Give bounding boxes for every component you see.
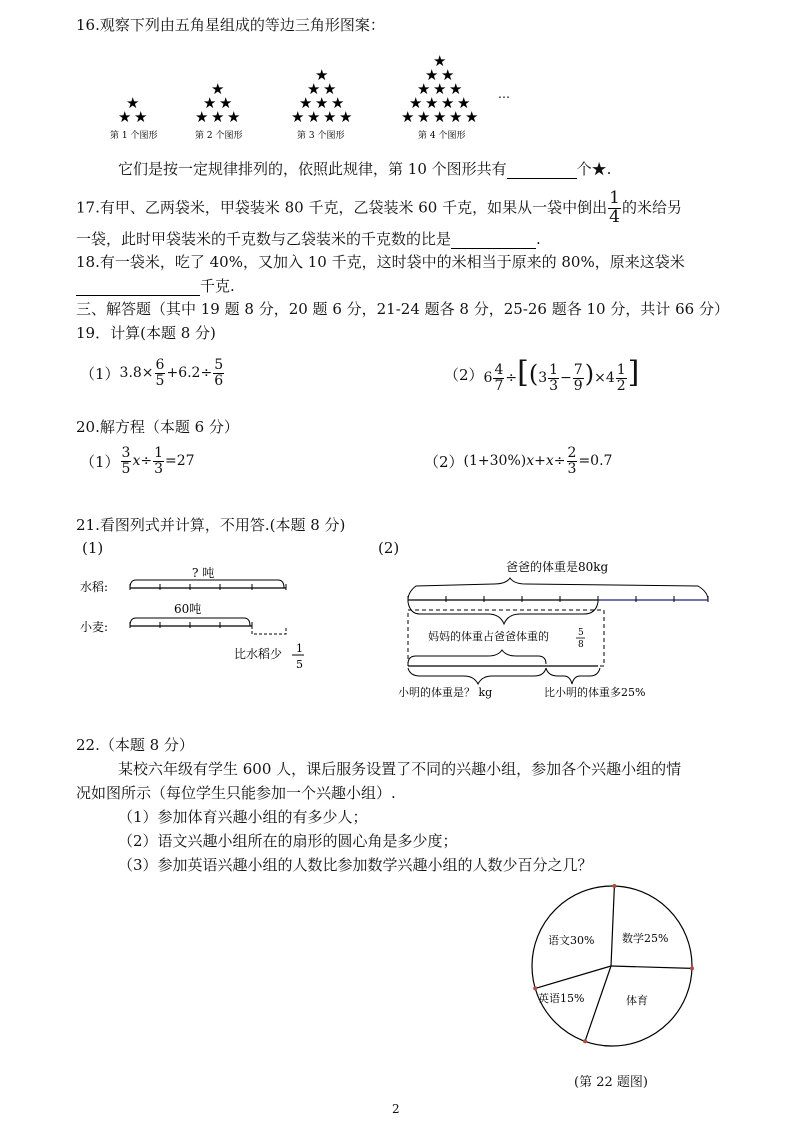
star-30: ★: [417, 108, 431, 126]
star-12: ★: [299, 94, 313, 112]
q21-diagram-1: [74, 560, 314, 682]
dad-weight-label: 爸爸的体重是80kg: [506, 560, 609, 574]
fig-label-3: 第 3 个图形: [297, 131, 345, 141]
pie-slice-label-3: 语文30%: [548, 934, 595, 947]
star-21: ★: [441, 66, 455, 84]
star-11: ★: [323, 80, 337, 98]
mom-brace: [408, 602, 598, 624]
star-20: ★: [425, 66, 439, 84]
q20-eq1: $\frac{3}{5}$ x÷ $\frac{1}{3}$ =27: [121, 445, 195, 477]
star-27: ★: [441, 94, 455, 112]
pie-slice-label-2: 英语15%: [538, 992, 585, 1005]
star-32: ★: [449, 108, 463, 126]
star-19: ★: [433, 52, 447, 70]
q22-sub1: （1）参加体育兴趣小组的有多少人；: [118, 808, 368, 826]
star-3: ★: [211, 80, 225, 98]
pie-divider-2: [585, 966, 611, 1041]
mom-weight-label: 妈妈的体重占爸爸体重的: [428, 630, 549, 643]
chart-caption: (第 22 题图): [574, 1075, 648, 1090]
star-1: ★: [118, 108, 132, 126]
q16-question: [118, 158, 611, 179]
star-22: ★: [417, 80, 431, 98]
xiaomai-ticks: [130, 622, 252, 628]
star-0: ★: [126, 94, 140, 112]
pie-divider-1: [611, 966, 692, 968]
dad-brace: [408, 578, 708, 600]
answer-blank-16[interactable]: [507, 162, 577, 179]
frac-num: 1: [609, 188, 620, 208]
pie-divider-0: [611, 886, 614, 966]
q17-line2: [76, 228, 541, 249]
xiaoming-bottom-brace: [408, 668, 546, 684]
star-5: ★: [219, 94, 233, 112]
xiaomai-label: 小麦:: [80, 620, 109, 634]
fig-label-2: 第 2 个图形: [195, 131, 243, 141]
section-3-heading: 三、解答题（其中 19 题 8 分，20 题 6 分，21-24 题各 8 分，25-26 题各 10 分，共计 66 分）: [76, 300, 729, 318]
mom-frac-den: 8: [578, 640, 584, 650]
star-18: ★: [339, 108, 353, 126]
q21-diagram-2: [398, 556, 718, 702]
pie-marker-1: [690, 966, 694, 970]
pie-slice-label-0: 数学25%: [622, 932, 669, 945]
q19-expr1: 3.8× $\frac{6}{5}$ +6.2÷ $\frac{5}{6}$: [119, 357, 224, 389]
q20-p1-label: （1）: [80, 452, 120, 471]
q22-sub3: （3）参加英语兴趣小组的人数比参加数学兴趣小组的人数少百分之几？: [118, 856, 593, 874]
q19-title: 19．计算(本题 8 分): [76, 324, 216, 342]
q20-part1: [80, 446, 195, 476]
q20-part2: [424, 446, 612, 476]
q18-line2: [76, 275, 235, 296]
q18-unit: 千克.: [200, 277, 235, 295]
q22-para1: 某校六年级有学生 600 人，课后服务设置了不同的兴趣小组，参加各个兴趣小组的情: [118, 760, 682, 778]
star-group: [118, 52, 478, 126]
star-15: ★: [291, 108, 305, 126]
less-than-label: 比水稻少: [234, 647, 283, 661]
shuidao-label: 水稻:: [80, 580, 109, 594]
xiaomai-dashed-gap: [252, 626, 286, 634]
xiaoming-label: 小明的体重是？ kg: [398, 686, 493, 699]
q21-p1-label: (1): [82, 539, 104, 557]
star-23: ★: [433, 80, 447, 98]
less-frac-den: 5: [296, 658, 303, 671]
shuidao-brace: [130, 580, 284, 588]
q19-expr2: 6 $\frac{4}{7}$ ÷[(3 $\frac{1}{3}$ − $\frac{7}{9}$ )×4 $\frac{1}{2}$ ]: [483, 355, 640, 394]
q21-p2-label: (2): [378, 539, 400, 557]
page-number: 2: [392, 1102, 400, 1116]
pie-marker-2: [583, 1039, 587, 1043]
q19-p1-label: （1）: [80, 364, 120, 383]
star-17: ★: [323, 108, 337, 126]
star-patterns: [100, 42, 530, 146]
answer-blank-17[interactable]: [451, 232, 536, 249]
star-4: ★: [203, 94, 217, 112]
shuidao-ticks: [130, 584, 286, 590]
star-7: ★: [211, 108, 225, 126]
q21-title: 21.看图列式并计算，不用答.(本题 8 分): [76, 516, 346, 534]
fig-label-4: 第 4 个图形: [418, 131, 466, 141]
q20-p2-label: （2）: [424, 452, 464, 471]
pie-group: [532, 884, 694, 1046]
q17-fraction: [608, 190, 621, 227]
star-14: ★: [331, 94, 345, 112]
q20-title: 20.解方程（本题 6 分）: [76, 418, 239, 436]
less-frac-num: 1: [296, 642, 303, 655]
star-13: ★: [315, 94, 329, 112]
sixty-ton-label: 60吨: [174, 602, 202, 616]
q20-eq2: (1+30%)x+x÷ $\frac{2}{3}$ =0.7: [463, 445, 613, 477]
q22-pie-chart: [528, 880, 696, 1052]
ellipsis: …: [498, 87, 510, 101]
star-28: ★: [457, 94, 471, 112]
star-8: ★: [227, 108, 241, 126]
q22-title: 22.（本题 8 分）: [76, 736, 194, 754]
star-29: ★: [401, 108, 415, 126]
q19-p2-label: （2）: [444, 365, 484, 384]
star-33: ★: [465, 108, 479, 126]
star-10: ★: [307, 80, 321, 98]
q16-line-b: 个★.: [576, 160, 612, 178]
frac-den: 4: [609, 206, 620, 227]
q19-part1: [80, 358, 225, 388]
answer-blank-18[interactable]: [76, 279, 200, 296]
q17-part2: 的米给另: [621, 198, 682, 217]
star-6: ★: [195, 108, 209, 126]
star-25: ★: [409, 94, 423, 112]
q22-para2: 况如图所示（每位学生只能参加一个兴趣小组）.: [76, 784, 396, 802]
q22-sub2: （2）语文兴趣小组所在的扇形的圆心角是多少度；: [118, 832, 458, 850]
q19-part2: [444, 355, 639, 393]
q17-line1: [76, 190, 682, 227]
star-9: ★: [315, 66, 329, 84]
star-24: ★: [449, 80, 463, 98]
star-26: ★: [425, 94, 439, 112]
extra-brace: [546, 668, 600, 684]
pie-marker-3: [533, 986, 537, 990]
star-16: ★: [307, 108, 321, 126]
more-than-label: 比小明的体重多25%: [544, 686, 646, 699]
mom-frac-num: 5: [578, 628, 584, 638]
q18-line1: 18.有一袋米，吃了 40%，又加入 10 千克，这时袋中的米相当于原来的 80%，原来这袋米: [76, 253, 685, 271]
star-2: ★: [134, 108, 148, 126]
pie-divider-3: [535, 966, 611, 988]
unknown-ton-label: ? 吨: [192, 566, 215, 580]
pie-marker-0: [612, 884, 616, 888]
bar-ticks: [408, 596, 708, 602]
xiaoming-top-brace: [408, 650, 546, 664]
pie-slice-label-1: 体育: [626, 994, 648, 1007]
fig-label-1: 第 1 个图形: [110, 131, 158, 141]
q17-part1: 17.有甲、乙两袋米，甲袋装米 80 千克，乙袋装米 60 千克，如果从一袋中倒出: [76, 198, 608, 217]
q16-title: 16.观察下列由五角星组成的等边三角形图案：: [76, 16, 385, 34]
star-31: ★: [433, 108, 447, 126]
q17-line2-text: 一袋，此时甲袋装米的千克数与乙袋装米的千克数的比是: [76, 230, 452, 248]
q17-end: .: [536, 230, 541, 248]
q16-line-a: 它们是按一定规律排列的，依照此规律，第 10 个图形共有: [118, 160, 507, 178]
